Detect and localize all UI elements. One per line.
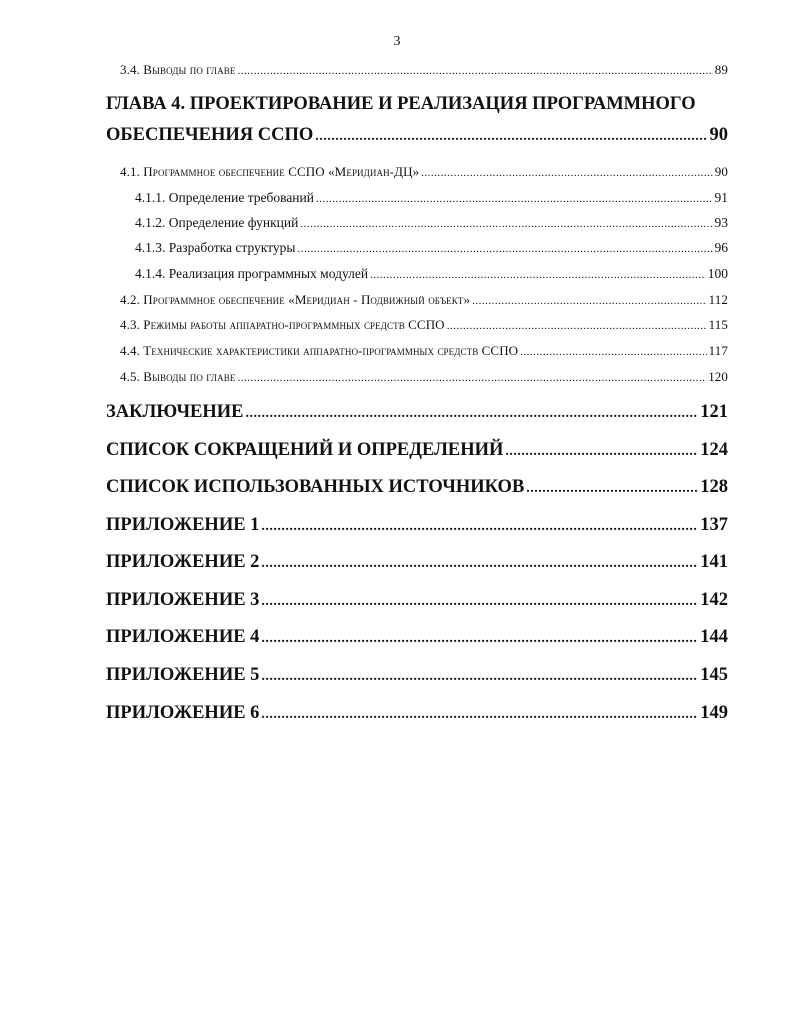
toc-entry-label: 4.1.1. Определение требований xyxy=(135,190,314,205)
dot-leader xyxy=(472,295,707,307)
dot-leader xyxy=(261,519,698,535)
toc-entry-label: 4.2. Программное обеспечение «Меридиан - Подвижный объект» xyxy=(120,292,471,307)
toc-entry-page: 145 xyxy=(700,665,728,685)
toc-entry-4-1[interactable] xyxy=(120,164,728,180)
toc-entry-chapter-4[interactable] xyxy=(106,125,728,146)
toc-entry-page: 124 xyxy=(700,440,728,460)
toc-entry-label: 4.1.4. Реализация программных модулей xyxy=(135,266,369,281)
toc-entry-4-5[interactable] xyxy=(120,369,728,385)
toc-entry-page: 141 xyxy=(700,552,728,572)
toc-chapter-4-title[interactable]: ГЛАВА 4. ПРОЕКТИРОВАНИЕ И РЕАЛИЗАЦИЯ ПРОГРАММНОГО xyxy=(106,94,696,114)
toc-entry-label: СПИСОК ИСПОЛЬЗОВАННЫХ ИСТОЧНИКОВ xyxy=(106,477,525,497)
toc-entry-label: ЗАКЛЮЧЕНИЕ xyxy=(106,402,244,422)
toc-entry-label: 4.5. Выводы по главе xyxy=(120,369,236,384)
toc-entry-appendix-3[interactable] xyxy=(106,590,728,611)
toc-entry-page: 96 xyxy=(714,240,728,255)
toc-entry-label: 4.3. Режимы работы аппаратно-программных средств ССПО xyxy=(120,317,445,332)
dot-leader xyxy=(261,707,698,723)
toc-entry-page: 90 xyxy=(714,164,728,179)
page-number: 3 xyxy=(393,34,401,49)
dot-leader xyxy=(370,269,706,281)
toc-entry-4-3[interactable] xyxy=(120,317,728,333)
toc-entry-appendix-4[interactable] xyxy=(106,627,728,648)
toc-entry-label: 4.1. Программное обеспечение ССПО «Меридиан-ДЦ» xyxy=(120,164,420,179)
toc-entry-page: 100 xyxy=(707,266,728,281)
toc-entry-page: 149 xyxy=(700,703,728,723)
toc-entry-page: 121 xyxy=(700,402,728,422)
toc-entry-appendix-6[interactable] xyxy=(106,703,728,724)
toc-entry-label: 4.1.3. Разработка структуры xyxy=(135,240,296,255)
toc-entry-label: СПИСОК СОКРАЩЕНИЙ И ОПРЕДЕЛЕНИЙ xyxy=(106,440,504,460)
toc-entry-label: ОБЕСПЕЧЕНИЯ ССПО xyxy=(106,125,314,145)
dot-leader xyxy=(261,631,698,647)
dot-leader xyxy=(526,481,698,497)
toc-entry-page: 89 xyxy=(714,62,728,77)
dot-leader xyxy=(237,372,706,384)
dot-leader xyxy=(300,218,712,230)
dot-leader xyxy=(261,556,698,572)
toc-entry-label: ПРИЛОЖЕНИЕ 6 xyxy=(106,703,260,723)
toc-entry-page: 144 xyxy=(700,627,728,647)
dot-leader xyxy=(297,243,712,255)
toc-entry-4-1-3[interactable] xyxy=(135,240,728,256)
dot-leader xyxy=(421,167,713,179)
toc-entry-label: ПРИЛОЖЕНИЕ 3 xyxy=(106,590,260,610)
toc-entry-label: 3.4. Выводы по главе xyxy=(120,62,236,77)
toc-entry-label: 4.1.2. Определение функций xyxy=(135,215,299,230)
toc-entry-3-4[interactable] xyxy=(120,62,728,78)
toc-entry-page: 93 xyxy=(714,215,728,230)
toc-entry-page: 112 xyxy=(708,292,728,307)
dot-leader xyxy=(447,320,707,332)
toc-entry-label: ПРИЛОЖЕНИЕ 4 xyxy=(106,627,260,647)
dot-leader xyxy=(316,193,713,205)
toc-entry-conclusion[interactable] xyxy=(106,402,728,423)
toc-entry-abbreviations[interactable] xyxy=(106,440,728,461)
toc-entry-4-1-2[interactable] xyxy=(135,215,728,231)
toc-entry-4-2[interactable] xyxy=(120,292,728,308)
toc-entry-page: 142 xyxy=(700,590,728,610)
dot-leader xyxy=(520,346,707,358)
toc-entry-page: 115 xyxy=(708,317,728,332)
toc-entry-appendix-1[interactable] xyxy=(106,515,728,536)
dot-leader xyxy=(246,406,699,422)
dot-leader xyxy=(237,65,712,77)
toc-entry-label: ПРИЛОЖЕНИЕ 1 xyxy=(106,515,260,535)
toc-entry-page: 128 xyxy=(700,477,728,497)
toc-entry-4-1-4[interactable] xyxy=(135,266,728,282)
toc-entry-label: 4.4. Технические характеристики аппаратно-программных средств ССПО xyxy=(120,343,519,358)
toc-entry-page: 137 xyxy=(700,515,728,535)
toc-entry-page: 90 xyxy=(709,125,728,145)
toc-entry-references[interactable] xyxy=(106,477,728,498)
dot-leader xyxy=(315,129,707,145)
toc-entry-label: ПРИЛОЖЕНИЕ 2 xyxy=(106,552,260,572)
toc-entry-4-4[interactable] xyxy=(120,343,728,359)
toc-entry-page: 120 xyxy=(708,369,728,384)
dot-leader xyxy=(261,594,698,610)
toc-entry-appendix-2[interactable] xyxy=(106,552,728,573)
toc-entry-page: 91 xyxy=(714,190,728,205)
toc-entry-appendix-5[interactable] xyxy=(106,665,728,686)
dot-leader xyxy=(505,444,698,460)
toc-entry-page: 117 xyxy=(708,343,728,358)
dot-leader xyxy=(261,669,698,685)
toc-entry-4-1-1[interactable] xyxy=(135,190,728,206)
toc-entry-label: ПРИЛОЖЕНИЕ 5 xyxy=(106,665,260,685)
